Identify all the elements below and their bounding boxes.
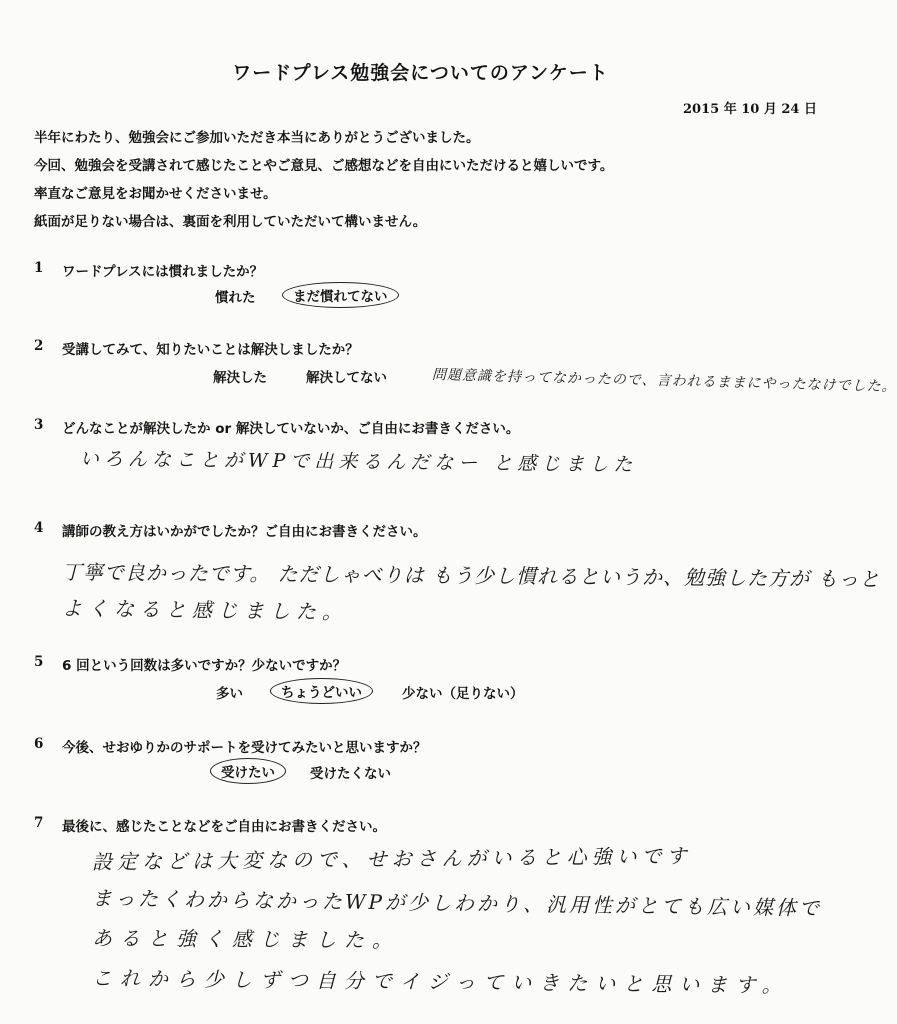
question-text: どんなことが解決したか or 解決していないか、ご自由にお書きください。 [62, 421, 520, 437]
option-label: 受けたくない [310, 766, 391, 782]
handwritten-answer: まったくわからなかったWPが少しわかり、汎用性がとても広い媒体で [91, 886, 823, 921]
intro-line: 率直なご意見をお聞かせくださいませ。 [34, 186, 277, 202]
question-text: 最後に、感じたことなどをご自由にお書きください。 [62, 819, 386, 835]
question-number: 4 [34, 520, 44, 536]
handwritten-answer: 問題意識を持ってなかったので、言われるままにやったなけでした。 [431, 367, 897, 396]
question-text: 講師の教え方はいかがでしたか？ご自由にお書きください。 [62, 524, 427, 540]
question-number: 2 [34, 338, 44, 354]
intro-line: 半年にわたり、勉強会にご参加いただき本当にありがとうございました。 [34, 130, 480, 146]
question-text: ワードプレスには慣れましたか？ [62, 264, 264, 280]
question-number: 1 [34, 260, 44, 276]
option-label: 解決した [213, 370, 267, 386]
option-label-circled: まだ慣れてない [282, 282, 399, 308]
question-number: 6 [34, 736, 44, 752]
question-number: 5 [34, 654, 44, 670]
handwritten-answer: 丁寧で良かったです。 ただしゃべりは もう少し慣れるというか、勉強した方が もっと [61, 560, 881, 592]
option-label-circled: ちょうどいい [270, 678, 373, 704]
option-label: 解決してない [306, 370, 387, 386]
option-label: 少ない（足りない） [402, 686, 524, 702]
question-number: 7 [34, 815, 44, 831]
intro-line: 紙面が足りない場合は、裏面を利用していただいて構いません。 [34, 214, 427, 230]
question-number: 3 [34, 417, 44, 433]
handwritten-answer: あると強く感じました。 [91, 926, 401, 953]
question-text: 6 回という回数は多いですか？少ないですか？ [62, 658, 347, 674]
handwritten-answer: よくなると感じました。 [61, 596, 349, 624]
option-label: 多い [216, 686, 243, 702]
handwritten-answer: これから少しずつ自分でイジっていきたいと思います。 [91, 966, 790, 998]
option-label-circled: 受けたい [210, 758, 286, 784]
handwritten-answer: 設定などは大変なので、せおさんがいると心強いです [91, 843, 692, 874]
question-text: 今後、せおゆりかのサポートを受けてみたいと思いますか？ [62, 740, 427, 756]
handwritten-answer: いろんなことがWPで出来るんだなー と感じました [79, 448, 638, 476]
survey-date: 2015 年 10 月 24 日 [683, 102, 817, 117]
question-text: 受講してみて、知りたいことは解決しましたか？ [62, 342, 359, 358]
option-label: 慣れた [215, 290, 256, 306]
page-title: ワードプレス勉強会についてのアンケート [232, 62, 609, 84]
intro-line: 今回、勉強会を受講されて感じたことやご意見、ご感想などを自由にいただけると嬉しいです。 [34, 158, 614, 174]
